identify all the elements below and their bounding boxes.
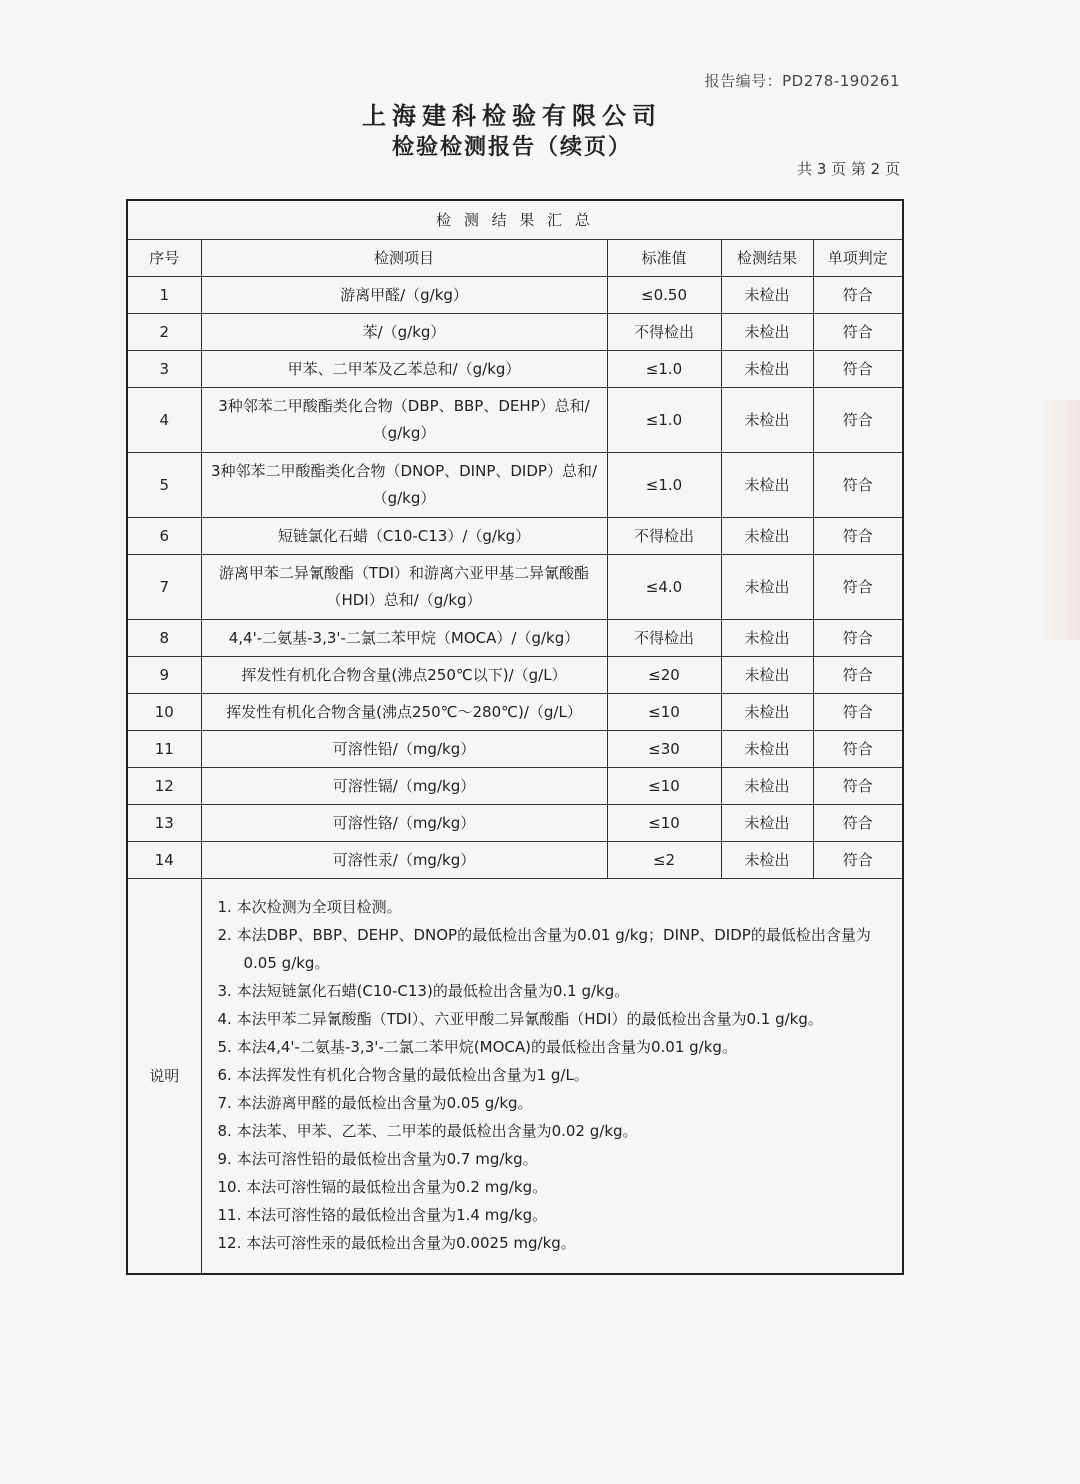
row-judgement: 符合 bbox=[813, 731, 903, 768]
note-item: 6. 本法挥发性有机化合物含量的最低检出含量为1 g/L。 bbox=[217, 1066, 589, 1084]
row-judgement: 符合 bbox=[813, 453, 903, 518]
col-header-result: 检测结果 bbox=[721, 240, 813, 277]
table-row bbox=[127, 555, 903, 620]
row-item: 可溶性铅/（mg/kg） bbox=[201, 731, 607, 768]
notes-cell bbox=[201, 879, 903, 1275]
row-result: 未检出 bbox=[721, 731, 813, 768]
row-result: 未检出 bbox=[721, 657, 813, 694]
row-result: 未检出 bbox=[721, 388, 813, 453]
table-row bbox=[127, 842, 903, 879]
row-result: 未检出 bbox=[721, 277, 813, 314]
row-item: 3种邻苯二甲酸酯类化合物（DNOP、DINP、DIDP）总和/（g/kg） bbox=[201, 453, 607, 518]
row-result: 未检出 bbox=[721, 314, 813, 351]
paper-stain bbox=[1040, 400, 1080, 640]
table-row bbox=[127, 351, 903, 388]
row-no: 10 bbox=[127, 694, 201, 731]
row-result: 未检出 bbox=[721, 620, 813, 657]
row-standard: ≤0.50 bbox=[607, 277, 721, 314]
col-header-item: 检测项目 bbox=[201, 240, 607, 277]
row-no: 13 bbox=[127, 805, 201, 842]
row-no: 11 bbox=[127, 731, 201, 768]
note-item: 5. 本法4,4'-二氨基-3,3'-二氯二苯甲烷(MOCA)的最低检出含量为0.01 g/kg。 bbox=[217, 1038, 737, 1056]
row-judgement: 符合 bbox=[813, 657, 903, 694]
col-header-standard: 标准值 bbox=[607, 240, 721, 277]
row-item: 可溶性铬/（mg/kg） bbox=[201, 805, 607, 842]
table-row bbox=[127, 657, 903, 694]
table-row bbox=[127, 314, 903, 351]
row-judgement: 符合 bbox=[813, 388, 903, 453]
row-judgement: 符合 bbox=[813, 351, 903, 388]
row-item: 挥发性有机化合物含量(沸点250℃～280℃)/（g/L） bbox=[201, 694, 607, 731]
row-judgement: 符合 bbox=[813, 518, 903, 555]
row-result: 未检出 bbox=[721, 842, 813, 879]
row-result: 未检出 bbox=[721, 555, 813, 620]
note-item: 8. 本法苯、甲苯、乙苯、二甲苯的最低检出含量为0.02 g/kg。 bbox=[217, 1122, 638, 1140]
note-item: 9. 本法可溶性铅的最低检出含量为0.7 mg/kg。 bbox=[217, 1150, 538, 1168]
row-standard: ≤1.0 bbox=[607, 351, 721, 388]
notes-label: 说明 bbox=[127, 879, 201, 1275]
row-judgement: 符合 bbox=[813, 805, 903, 842]
row-standard: 不得检出 bbox=[607, 620, 721, 657]
row-item: 甲苯、二甲苯及乙苯总和/（g/kg） bbox=[201, 351, 607, 388]
row-judgement: 符合 bbox=[813, 842, 903, 879]
row-result: 未检出 bbox=[721, 805, 813, 842]
row-judgement: 符合 bbox=[813, 620, 903, 657]
table-row bbox=[127, 694, 903, 731]
row-no: 7 bbox=[127, 555, 201, 620]
row-standard: ≤4.0 bbox=[607, 555, 721, 620]
row-result: 未检出 bbox=[721, 453, 813, 518]
note-item: 10. 本法可溶性镉的最低检出含量为0.2 mg/kg。 bbox=[217, 1178, 548, 1196]
row-item: 苯/（g/kg） bbox=[201, 314, 607, 351]
report-title: 检验检测报告（续页） bbox=[391, 135, 632, 160]
row-item: 挥发性有机化合物含量(沸点250℃以下)/（g/L） bbox=[201, 657, 607, 694]
table-row bbox=[127, 518, 903, 555]
table-row bbox=[127, 453, 903, 518]
row-standard: 不得检出 bbox=[607, 314, 721, 351]
row-judgement: 符合 bbox=[813, 314, 903, 351]
row-standard: ≤20 bbox=[607, 657, 721, 694]
row-standard: ≤10 bbox=[607, 768, 721, 805]
row-no: 4 bbox=[127, 388, 201, 453]
row-item: 游离甲醛/（g/kg） bbox=[201, 277, 607, 314]
row-item: 短链氯化石蜡（C10-C13）/（g/kg） bbox=[201, 518, 607, 555]
col-header-no: 序号 bbox=[127, 240, 201, 277]
notes-row bbox=[127, 879, 903, 1275]
row-no: 1 bbox=[127, 277, 201, 314]
row-judgement: 符合 bbox=[813, 768, 903, 805]
report-number: 报告编号：PD278-190261 bbox=[704, 72, 900, 90]
row-no: 8 bbox=[127, 620, 201, 657]
row-result: 未检出 bbox=[721, 694, 813, 731]
row-judgement: 符合 bbox=[813, 555, 903, 620]
table-row bbox=[127, 731, 903, 768]
note-item: 2. 本法DBP、BBP、DEHP、DNOP的最低检出含量为0.01 g/kg；DINP、DIDP的最低检出含量为0.05 g/kg。 bbox=[217, 926, 871, 972]
row-standard: ≤10 bbox=[607, 805, 721, 842]
col-header-judgement: 单项判定 bbox=[813, 240, 903, 277]
notes-list bbox=[216, 893, 889, 1257]
row-no: 3 bbox=[127, 351, 201, 388]
row-result: 未检出 bbox=[721, 768, 813, 805]
company-name: 上海建科检验有限公司 bbox=[362, 102, 662, 130]
row-standard: ≤30 bbox=[607, 731, 721, 768]
table-row bbox=[127, 277, 903, 314]
table-row bbox=[127, 620, 903, 657]
row-result: 未检出 bbox=[721, 518, 813, 555]
row-standard: ≤1.0 bbox=[607, 453, 721, 518]
row-item: 可溶性镉/（mg/kg） bbox=[201, 768, 607, 805]
results-rows bbox=[127, 277, 903, 879]
row-judgement: 符合 bbox=[813, 694, 903, 731]
row-no: 12 bbox=[127, 768, 201, 805]
note-item: 7. 本法游离甲醛的最低检出含量为0.05 g/kg。 bbox=[217, 1094, 533, 1112]
note-item: 3. 本法短链氯化石蜡(C10-C13)的最低检出含量为0.1 g/kg。 bbox=[217, 982, 630, 1000]
table-row bbox=[127, 388, 903, 453]
row-standard: 不得检出 bbox=[607, 518, 721, 555]
row-item: 游离甲苯二异氰酸酯（TDI）和游离六亚甲基二异氰酸酯（HDI）总和/（g/kg） bbox=[201, 555, 607, 620]
row-no: 14 bbox=[127, 842, 201, 879]
row-judgement: 符合 bbox=[813, 277, 903, 314]
row-result: 未检出 bbox=[721, 351, 813, 388]
page-info: 共 3 页 第 2 页 bbox=[797, 160, 900, 178]
row-standard: ≤1.0 bbox=[607, 388, 721, 453]
row-standard: ≤10 bbox=[607, 694, 721, 731]
note-item: 1. 本次检测为全项目检测。 bbox=[217, 898, 402, 916]
row-item: 4,4'-二氨基-3,3'-二氯二苯甲烷（MOCA）/（g/kg） bbox=[201, 620, 607, 657]
row-standard: ≤2 bbox=[607, 842, 721, 879]
row-no: 5 bbox=[127, 453, 201, 518]
row-no: 2 bbox=[127, 314, 201, 351]
row-no: 9 bbox=[127, 657, 201, 694]
table-row bbox=[127, 805, 903, 842]
summary-title: 检 测 结 果 汇 总 bbox=[127, 200, 903, 240]
table-row bbox=[127, 768, 903, 805]
note-item: 4. 本法甲苯二异氰酸酯（TDI）、六亚甲酸二异氰酸酯（HDI）的最低检出含量为0.1 g/kg。 bbox=[217, 1010, 823, 1028]
row-no: 6 bbox=[127, 518, 201, 555]
row-item: 3种邻苯二甲酸酯类化合物（DBP、BBP、DEHP）总和/（g/kg） bbox=[201, 388, 607, 453]
results-table bbox=[126, 199, 904, 1275]
note-item: 12. 本法可溶性汞的最低检出含量为0.0025 mg/kg。 bbox=[217, 1234, 576, 1252]
row-item: 可溶性汞/（mg/kg） bbox=[201, 842, 607, 879]
note-item: 11. 本法可溶性铬的最低检出含量为1.4 mg/kg。 bbox=[217, 1206, 548, 1224]
